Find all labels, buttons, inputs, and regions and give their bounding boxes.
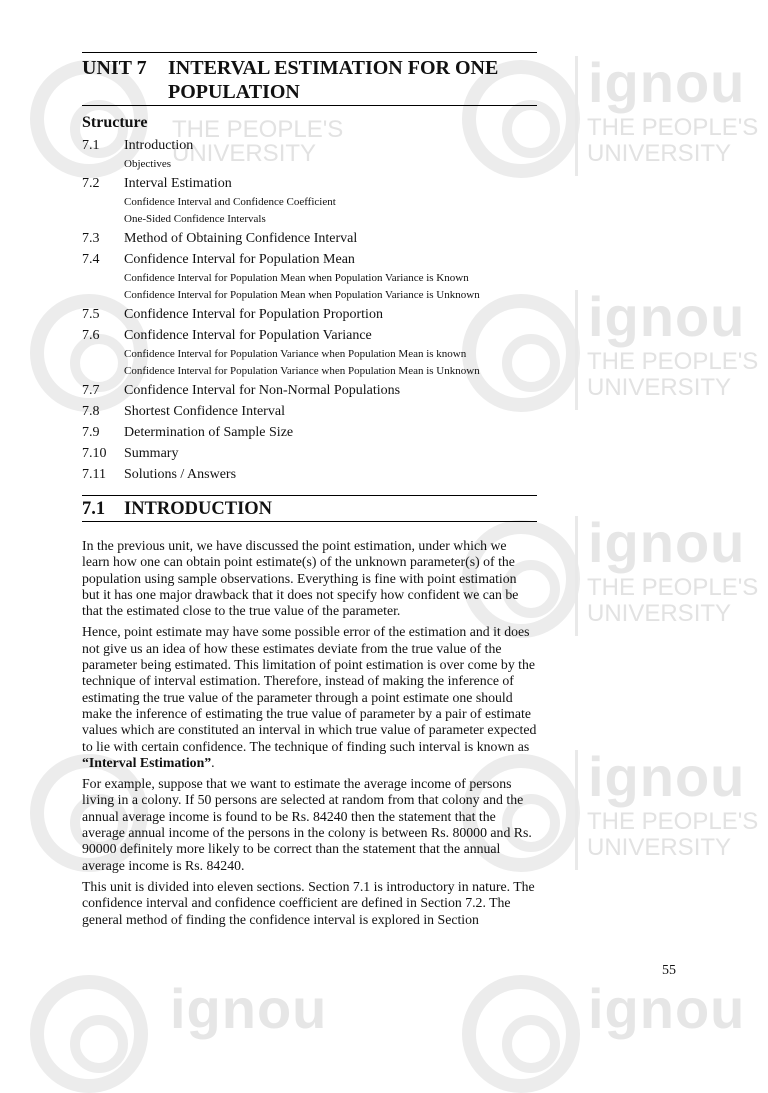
watermark-line1: THE PEOPLE'S (587, 114, 759, 141)
section-title: INTRODUCTION (124, 499, 273, 519)
watermark-name: ignou (588, 977, 746, 1040)
ignou-logo-icon (462, 975, 580, 1093)
watermark-line1: THE PEOPLE'S (587, 574, 759, 601)
toc-item (82, 249, 537, 270)
toc-item-number: 7.4 (82, 252, 100, 267)
unit-title-line2: POPULATION (168, 81, 300, 103)
unit-heading-rule (82, 105, 537, 106)
toc-subitem: Confidence Interval for Population Mean when Population Variance is Unknown (124, 289, 480, 301)
paragraph-1: In the previous unit, we have discussed the point estimation, under which we learn how one can obtain point estimate(s) of the unknown parameter(s) of the population using sample observations. Everything is fine with point estimation but it has one major drawback that it does not specify how confident we can be that the estimated close to the true value of the parameter. (82, 538, 519, 619)
paragraph-4: This unit is divided into eleven sections. Section 7.1 is introductory in nature. The confidence interval and confidence coefficient are defined in Section 7.2. The general method of finding the confidence interval is explored in Section (82, 878, 535, 927)
toc-item (82, 135, 537, 156)
toc-item-number: 7.2 (82, 176, 100, 191)
toc-item-number: 7.7 (82, 383, 100, 398)
toc-item (82, 401, 537, 422)
toc-item-title: Confidence Interval for Population Variance (124, 328, 372, 343)
toc-item-title: Introduction (124, 138, 194, 153)
toc-subitem: Objectives (124, 158, 172, 170)
unit-heading (82, 53, 537, 105)
watermark-divider (575, 290, 578, 410)
unit-number: UNIT 7 (82, 57, 147, 79)
toc-item-title: Determination of Sample Size (124, 425, 294, 440)
watermark-name: ignou (588, 745, 746, 808)
watermark-divider (575, 56, 578, 176)
toc-item (82, 464, 537, 485)
section-heading (82, 496, 537, 521)
toc-item (82, 422, 537, 443)
toc-item (82, 228, 537, 249)
watermark-line1: THE PEOPLE'S (172, 116, 344, 143)
table-of-contents (82, 135, 537, 485)
watermark-name: ignou (170, 977, 328, 1040)
paragraph-2 (82, 624, 537, 771)
watermark-name: ignou (588, 51, 746, 114)
watermark-name: ignou (588, 511, 746, 574)
toc-subitem: Confidence Interval for Population Mean when Population Variance is Known (124, 272, 469, 284)
toc-subitem: Confidence Interval and Confidence Coefficient (124, 196, 336, 208)
watermark-line2: UNIVERSITY (587, 834, 732, 861)
watermark-name: ignou (588, 285, 746, 348)
toc-item-number: 7.9 (82, 425, 100, 440)
toc-item-number: 7.1 (82, 138, 100, 153)
toc-item-title: Confidence Interval for Non-Normal Populations (124, 383, 401, 398)
toc-item (82, 173, 537, 194)
toc-subitem: One-Sided Confidence Intervals (124, 213, 266, 225)
watermark-line2: UNIVERSITY (172, 140, 317, 167)
paragraph-2-end: . (211, 754, 215, 770)
watermark-line1: THE PEOPLE'S (587, 808, 759, 835)
watermark-line2: UNIVERSITY (587, 374, 732, 401)
watermark-divider (575, 750, 578, 870)
toc-item (82, 443, 537, 464)
toc-subitem: Confidence Interval for Population Variance when Population Mean is known (124, 348, 467, 360)
toc-item-number: 7.5 (82, 307, 100, 322)
toc-item-title: Confidence Interval for Population Mean (124, 252, 355, 267)
toc-item-title: Solutions / Answers (124, 467, 237, 482)
toc-item (82, 304, 537, 325)
interval-estimation-term: “Interval Estimation” (82, 754, 212, 770)
watermark-divider (575, 516, 578, 636)
section-number: 7.1 (82, 499, 106, 519)
toc-item (82, 380, 537, 401)
unit-title-line1: INTERVAL ESTIMATION FOR ONE (168, 57, 499, 79)
toc-subitem: Confidence Interval for Population Variance when Population Mean is Unknown (124, 365, 480, 377)
paragraph-3: For example, suppose that we want to estimate the average income of persons living in a colony. If 50 persons are selected at random from that colony and the annual average income is found to be Rs. 84240 then the statement that the average annual income of the persons in the colony is between Rs. 80000 and Rs. 90000 definitely more likely to be correct than the statement that the annual average income is Rs. 84240. (82, 776, 532, 873)
ignou-logo-icon (30, 975, 148, 1093)
document-page (82, 52, 537, 933)
toc-item-title: Method of Obtaining Confidence Interval (124, 231, 358, 246)
toc-item-title: Interval Estimation (124, 176, 232, 191)
toc-item-title: Confidence Interval for Population Proportion (124, 307, 383, 322)
toc-item-number: 7.6 (82, 328, 100, 343)
section-bottom-rule (82, 521, 537, 522)
toc-item-number: 7.8 (82, 404, 100, 419)
toc-item-title: Shortest Confidence Interval (124, 404, 285, 419)
toc-item-number: 7.11 (82, 467, 106, 482)
watermark-line2: UNIVERSITY (587, 600, 732, 627)
toc-item (82, 325, 537, 346)
toc-item-title: Summary (124, 446, 179, 461)
watermark-line1: THE PEOPLE'S (587, 348, 759, 375)
unit-title (168, 56, 498, 104)
toc-item-number: 7.3 (82, 231, 100, 246)
paragraph-2-text: Hence, point estimate may have some possible error of the estimation and it does not give us an idea of how these estimates deviate from the true value of the parameter being estimated. This limitation of point estimation is over come by the technique of interval estimation. Therefore, instead of making the inference of estimating the true value of the parameter through a point estimate one should make the inference of estimating the true value of parameter by a pair of estimate values which are constituted an interval in which true value of parameter expected to lie with certain confidence. The technique of finding such interval is known as (82, 624, 537, 754)
structure-label: Structure (82, 114, 148, 131)
watermark-line2: UNIVERSITY (587, 140, 732, 167)
toc-item-number: 7.10 (82, 446, 107, 461)
page-number: 55 (662, 963, 676, 978)
